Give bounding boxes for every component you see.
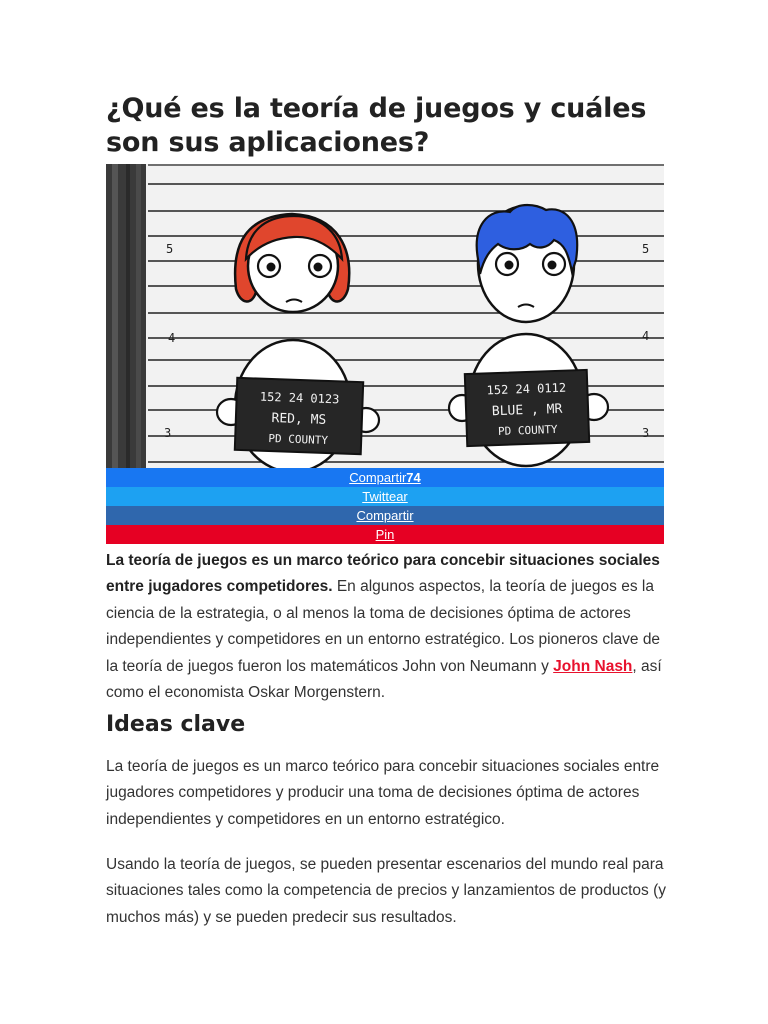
height-mark-4-left: 4 bbox=[168, 331, 176, 345]
article-intro bbox=[106, 548, 666, 706]
intro-bold-text: La teoría de juegos es un marco teórico para concebir situaciones sociales entre jugadores competidores. bbox=[106, 552, 660, 596]
pinterest-share-button[interactable]: Pin bbox=[106, 525, 664, 544]
left-placard-line1: 152 24 0123 bbox=[259, 389, 340, 407]
height-mark-4-right: 4 bbox=[642, 329, 650, 343]
facebook-share-button[interactable] bbox=[106, 468, 664, 487]
twitter-share-button[interactable]: Twittear bbox=[106, 487, 664, 506]
facebook-share-label: Compartir bbox=[349, 470, 407, 485]
left-placard-line2: RED, MS bbox=[271, 411, 327, 428]
intro-text: En algunos aspectos, la teoría de juegos es la ciencia de la estrategia, o al menos la toma de decisiones óptima de actores independientes y competidores en un entorno estratégico. Los pioneros clave de la teoría de juegos fueron los matemáticos John von Neumann y bbox=[106, 578, 661, 675]
linkedin-share-button[interactable]: Compartir bbox=[106, 506, 664, 525]
section-heading-key-ideas: Ideas clave bbox=[106, 712, 246, 737]
height-mark-5-right: 5 bbox=[642, 242, 650, 256]
page-title: ¿Qué es la teoría de juegos y cuáles son sus aplicaciones? bbox=[106, 93, 647, 158]
height-mark-3-right: 3 bbox=[642, 426, 650, 440]
john-nash-link[interactable]: John Nash bbox=[553, 657, 633, 675]
right-placard-line2: BLUE , MR bbox=[491, 401, 563, 420]
right-placard-line1: 152 24 0112 bbox=[486, 380, 567, 398]
left-placard-line3: PD COUNTY bbox=[268, 431, 329, 448]
intro-paragraph bbox=[106, 548, 666, 706]
mugshot-illustration bbox=[106, 164, 664, 468]
height-mark-3-left: 3 bbox=[164, 426, 172, 440]
facebook-share-count: 74 bbox=[406, 470, 421, 485]
article-image bbox=[106, 164, 664, 468]
intro-text-end: , así como el economista Oskar Morgenstern. bbox=[106, 657, 662, 702]
right-placard-line3: PD COUNTY bbox=[497, 422, 558, 439]
key-idea-paragraph: La teoría de juegos es un marco teórico para concebir situaciones sociales entre jugadores competidores y producir una toma de decisiones óptima de actores independientes y competidores en un entorno estratégico. bbox=[106, 758, 660, 828]
share-bar bbox=[106, 468, 664, 544]
key-idea-paragraph: Usando la teoría de juegos, se pueden presentar escenarios del mundo real para situaciones tales como la competencia de precios y lanzamientos de productos (y muchos más) y se pueden predecir sus resultados. bbox=[106, 856, 667, 926]
height-mark-5-left: 5 bbox=[166, 242, 174, 256]
